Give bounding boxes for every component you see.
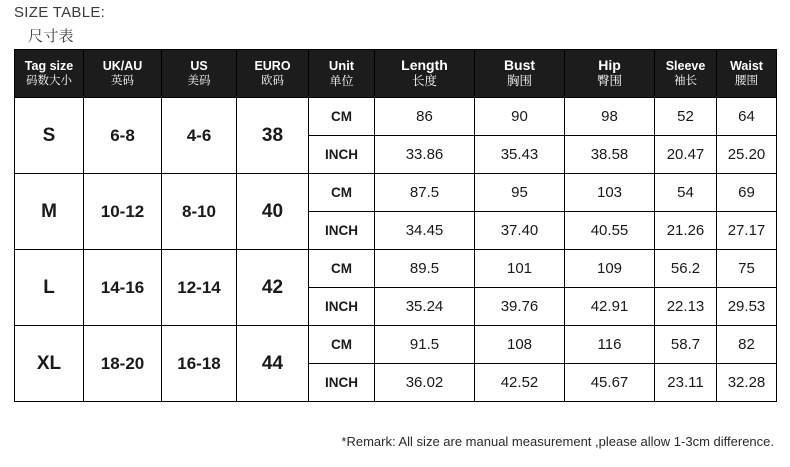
table-row <box>15 98 777 136</box>
cell-bust-inch: 35.43 <box>475 136 565 174</box>
cell-length-inch: 36.02 <box>375 364 475 402</box>
header-length <box>375 50 475 98</box>
cell-sleeve-cm: 58.7 <box>655 326 717 364</box>
cell-sleeve-inch: 20.47 <box>655 136 717 174</box>
cell-us: 8-10 <box>162 174 237 250</box>
header-hip-en: Hip <box>598 56 621 73</box>
cell-sleeve-inch: 22.13 <box>655 288 717 326</box>
header-euro <box>237 50 309 98</box>
header-waist <box>717 50 777 98</box>
header-tag-size-cn: 码数大小 <box>26 75 72 88</box>
header-waist-cn: 腰围 <box>735 75 758 88</box>
cell-unit-inch: INCH <box>309 212 375 250</box>
table-row <box>15 326 777 364</box>
cell-unit-inch: INCH <box>309 364 375 402</box>
cell-waist-cm: 82 <box>717 326 777 364</box>
cell-bust-inch: 42.52 <box>475 364 565 402</box>
cell-uk-au: 14-16 <box>84 250 162 326</box>
header-bust-cn: 胸围 <box>506 74 532 89</box>
cell-waist-cm: 64 <box>717 98 777 136</box>
header-hip <box>565 50 655 98</box>
header-unit-en: Unit <box>328 57 355 73</box>
cell-hip-inch: 40.55 <box>565 212 655 250</box>
cell-tag-size: S <box>15 98 84 174</box>
header-us-en: US <box>190 58 208 73</box>
size-table <box>14 49 777 402</box>
header-uk-au <box>84 50 162 98</box>
table-row <box>15 250 777 288</box>
cell-waist-inch: 25.20 <box>717 136 777 174</box>
cell-bust-cm: 101 <box>475 250 565 288</box>
cell-waist-cm: 75 <box>717 250 777 288</box>
header-tag-size-en: Tag size <box>24 58 74 73</box>
header-us <box>162 50 237 98</box>
cell-bust-cm: 95 <box>475 174 565 212</box>
cell-hip-inch: 38.58 <box>565 136 655 174</box>
cell-euro: 44 <box>237 326 309 402</box>
header-waist-en: Waist <box>730 58 763 73</box>
cell-sleeve-cm: 54 <box>655 174 717 212</box>
page-title-chinese: 尺寸表 <box>28 28 74 45</box>
header-uk-au-cn: 英码 <box>111 75 134 88</box>
cell-hip-inch: 42.91 <box>565 288 655 326</box>
cell-length-inch: 34.45 <box>375 212 475 250</box>
cell-sleeve-cm: 56.2 <box>655 250 717 288</box>
header-sleeve-cn: 袖长 <box>674 75 697 88</box>
cell-unit-inch: INCH <box>309 288 375 326</box>
cell-length-cm: 89.5 <box>375 250 475 288</box>
header-bust <box>475 50 565 98</box>
cell-unit-cm: CM <box>309 326 375 364</box>
cell-waist-cm: 69 <box>717 174 777 212</box>
cell-unit-cm: CM <box>309 174 375 212</box>
cell-hip-inch: 45.67 <box>565 364 655 402</box>
header-length-cn: 长度 <box>411 74 437 89</box>
cell-tag-size: XL <box>15 326 84 402</box>
cell-sleeve-cm: 52 <box>655 98 717 136</box>
cell-us: 16-18 <box>162 326 237 402</box>
cell-bust-cm: 108 <box>475 326 565 364</box>
cell-unit-inch: INCH <box>309 136 375 174</box>
header-tag-size <box>15 50 84 98</box>
header-length-en: Length <box>401 56 448 73</box>
cell-unit-cm: CM <box>309 98 375 136</box>
cell-sleeve-inch: 23.11 <box>655 364 717 402</box>
cell-waist-inch: 29.53 <box>717 288 777 326</box>
cell-bust-cm: 90 <box>475 98 565 136</box>
table-row <box>15 174 777 212</box>
cell-us: 12-14 <box>162 250 237 326</box>
table-header-row <box>15 50 777 98</box>
cell-waist-inch: 27.17 <box>717 212 777 250</box>
cell-hip-cm: 98 <box>565 98 655 136</box>
cell-tag-size: M <box>15 174 84 250</box>
header-bust-en: Bust <box>503 56 536 73</box>
cell-hip-cm: 103 <box>565 174 655 212</box>
cell-uk-au: 18-20 <box>84 326 162 402</box>
cell-waist-inch: 32.28 <box>717 364 777 402</box>
header-unit-cn: 单位 <box>329 74 354 89</box>
header-euro-cn: 欧码 <box>261 75 284 88</box>
header-sleeve <box>655 50 717 98</box>
cell-unit-cm: CM <box>309 250 375 288</box>
cell-length-inch: 35.24 <box>375 288 475 326</box>
cell-euro: 42 <box>237 250 309 326</box>
cell-hip-cm: 109 <box>565 250 655 288</box>
header-euro-en: EURO <box>254 58 291 73</box>
cell-length-cm: 87.5 <box>375 174 475 212</box>
cell-hip-cm: 116 <box>565 326 655 364</box>
cell-uk-au: 6-8 <box>84 98 162 174</box>
header-unit <box>309 50 375 98</box>
cell-euro: 40 <box>237 174 309 250</box>
header-sleeve-en: Sleeve <box>665 58 706 73</box>
cell-uk-au: 10-12 <box>84 174 162 250</box>
cell-us: 4-6 <box>162 98 237 174</box>
cell-tag-size: L <box>15 250 84 326</box>
page-title-english: SIZE TABLE: <box>14 4 106 21</box>
header-hip-cn: 臀围 <box>596 74 622 89</box>
header-uk-au-en: UK/AU <box>102 58 143 73</box>
remark-text: *Remark: All size are manual measurement ,please allow 1-3cm difference. <box>341 434 774 449</box>
cell-sleeve-inch: 21.26 <box>655 212 717 250</box>
cell-bust-inch: 37.40 <box>475 212 565 250</box>
cell-euro: 38 <box>237 98 309 174</box>
cell-length-cm: 86 <box>375 98 475 136</box>
header-us-cn: 美码 <box>187 75 211 88</box>
cell-length-cm: 91.5 <box>375 326 475 364</box>
cell-bust-inch: 39.76 <box>475 288 565 326</box>
cell-length-inch: 33.86 <box>375 136 475 174</box>
